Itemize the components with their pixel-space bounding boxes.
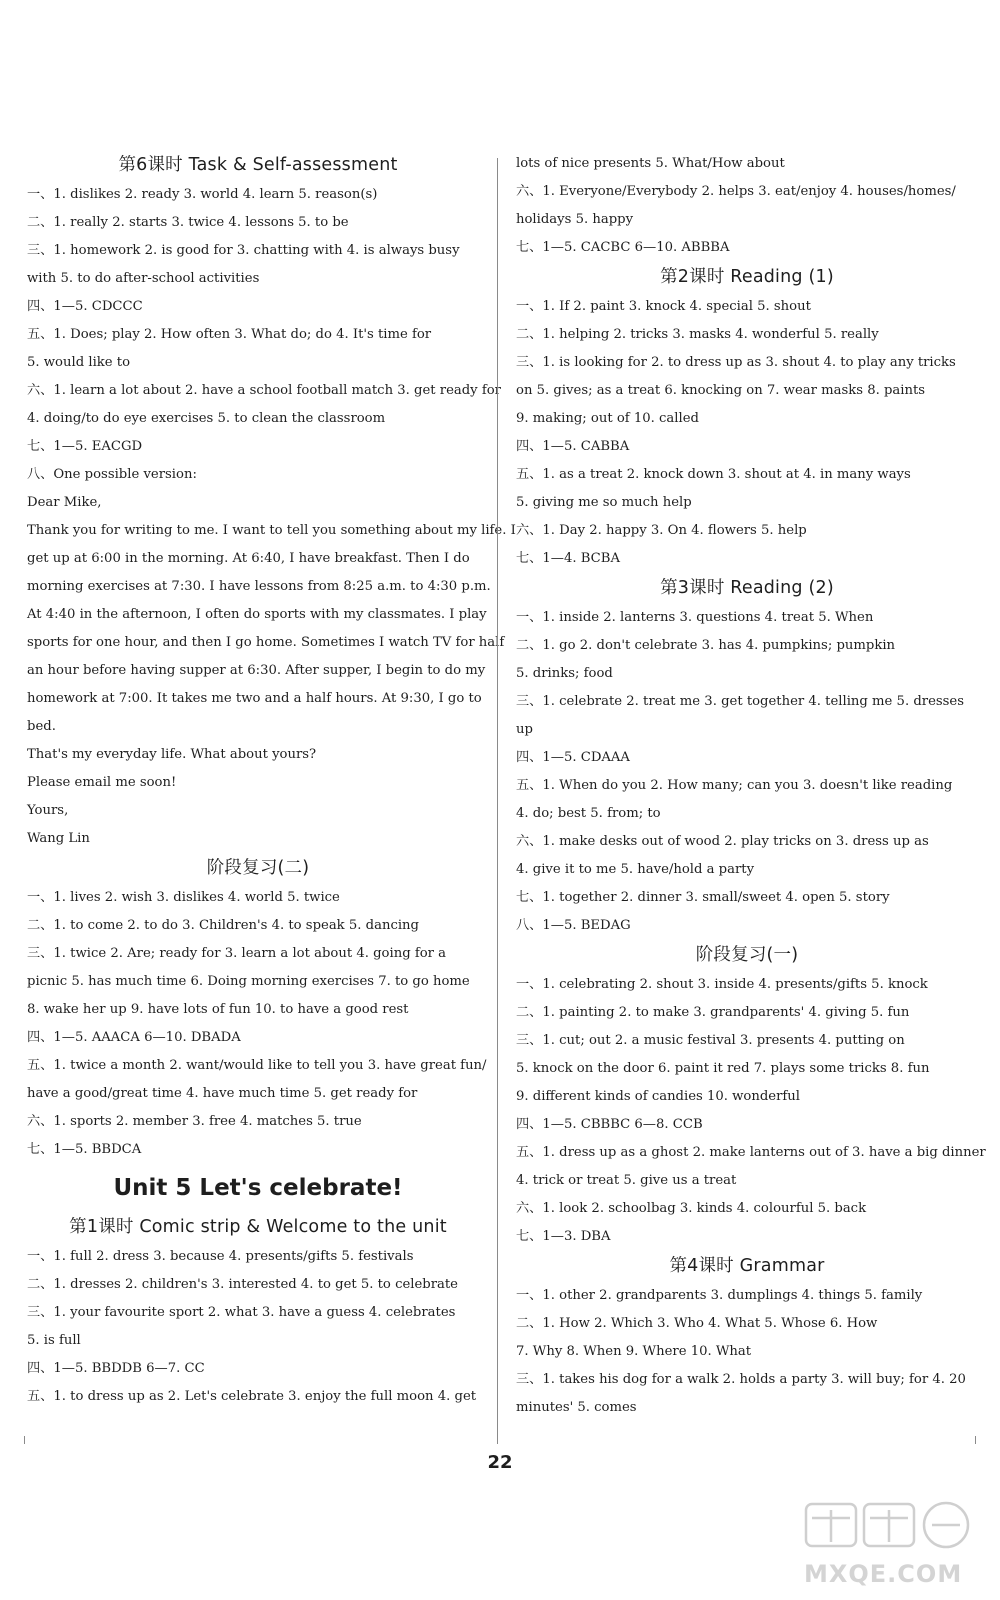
answer-line: holidays 5. happy (516, 212, 634, 227)
answer-line: Yours, (27, 803, 69, 818)
answer-line: 5. is full (27, 1333, 81, 1348)
answer-line: 六、1. sports 2. member 3. free 4. matches 5. true (27, 1114, 362, 1129)
answer-line: 一、1. full 2. dress 3. because 4. presents/gifts 5. festivals (27, 1249, 414, 1264)
answer-line: That's my everyday life. What about yours? (27, 747, 317, 762)
answer-line: Wang Lin (27, 831, 90, 846)
answer-line: sports for one hour, and then I go home. Sometimes I watch TV for half (27, 635, 505, 650)
section-heading: 第1课时 Comic strip & Welcome to the unit (69, 1217, 447, 1237)
answer-line: 5. drinks; food (516, 666, 613, 681)
answer-line: 二、1. really 2. starts 3. twice 4. lessons 5. to be (27, 215, 349, 230)
answer-line: 七、1—4. BCBA (516, 551, 620, 566)
answer-line: 5. would like to (27, 355, 131, 370)
answer-line: 4. trick or treat 5. give us a treat (516, 1173, 737, 1188)
answer-line: bed. (27, 719, 56, 734)
answer-line: get up at 6:00 in the morning. At 6:40, I have breakfast. Then I do (27, 551, 470, 566)
answer-line: Thank you for writing to me. I want to tell you something about my life. I (27, 523, 516, 538)
answer-line: 六、1. Day 2. happy 3. On 4. flowers 5. help (516, 523, 807, 538)
answer-line: with 5. to do after-school activities (27, 271, 260, 286)
answer-line: 八、1—5. BEDAG (516, 918, 631, 933)
answer-line: 5. giving me so much help (516, 495, 692, 510)
answer-line: Please email me soon! (27, 775, 177, 790)
column-divider (497, 158, 498, 1440)
answer-line: 一、1. If 2. paint 3. knock 4. special 5. shout (516, 299, 811, 314)
section-heading: 第3课时 Reading (2) (660, 578, 834, 598)
answer-line: 5. knock on the door 6. paint it red 7. plays some tricks 8. fun (516, 1061, 930, 1076)
answer-line: on 5. gives; as a treat 6. knocking on 7. wear masks 8. paints (516, 383, 926, 398)
answer-line: 三、1. takes his dog for a walk 2. holds a party 3. will buy; for 4. 20 (516, 1372, 966, 1387)
answer-line: 二、1. helping 2. tricks 3. masks 4. wonderful 5. really (516, 327, 879, 342)
answer-line: 四、1—5. CABBA (516, 439, 630, 454)
answer-line: 三、1. is looking for 2. to dress up as 3. shout 4. to play any tricks (516, 355, 956, 370)
answer-line: 二、1. painting 2. to make 3. grandparents' 4. giving 5. fun (516, 1005, 910, 1020)
answer-line: 四、1—5. CDAAA (516, 750, 630, 765)
answer-line: 六、1. look 2. schoolbag 3. kinds 4. colourful 5. back (516, 1201, 867, 1216)
answer-line: 一、1. dislikes 2. ready 3. world 4. learn 5. reason(s) (27, 187, 378, 202)
answer-line: 二、1. How 2. Which 3. Who 4. What 5. Whose 6. How (516, 1316, 878, 1331)
left-answer-column (27, 150, 516, 1411)
answer-line: 三、1. twice 2. Are; ready for 3. learn a lot about 4. going for a (27, 946, 447, 961)
section-heading: 阶段复习(一) (695, 945, 799, 965)
section-heading: 第4课时 Grammar (669, 1256, 825, 1276)
section-heading: 阶段复习(二) (206, 858, 310, 878)
unit-title: Unit 5 Let's celebrate! (113, 1175, 403, 1201)
answer-line: 一、1. celebrating 2. shout 3. inside 4. presents/gifts 5. knock (516, 977, 928, 992)
answer-line: morning exercises at 7:30. I have lessons from 8:25 a.m. to 4:30 p.m. (27, 579, 491, 594)
answer-line: 三、1. your favourite sport 2. what 3. have a guess 4. celebrates (27, 1305, 456, 1320)
answer-line: picnic 5. has much time 6. Doing morning exercises 7. to go home (27, 974, 470, 989)
answer-line: 七、1—5. BBDCA (27, 1142, 142, 1157)
answer-line: Dear Mike, (27, 495, 102, 510)
answer-line: 七、1—3. DBA (516, 1229, 611, 1244)
page-number: 22 (487, 1452, 513, 1473)
watermark-logo (800, 1498, 986, 1590)
answer-line: have a good/great time 4. have much time 5. get ready for (27, 1086, 418, 1101)
answer-line: 六、1. learn a lot about 2. have a school football match 3. get ready for (27, 383, 501, 398)
answer-line: 八、One possible version: (27, 467, 197, 482)
answer-line: 9. different kinds of candies 10. wonderful (516, 1089, 801, 1104)
answer-line: 4. give it to me 5. have/hold a party (516, 862, 755, 877)
answer-line: At 4:40 in the afternoon, I often do sports with my classmates. I play (27, 607, 487, 622)
answer-line: 三、1. homework 2. is good for 3. chatting with 4. is always busy (27, 243, 460, 258)
answer-line: 一、1. other 2. grandparents 3. dumplings 4. things 5. family (516, 1288, 923, 1303)
answer-line: 9. making; out of 10. called (516, 411, 699, 426)
answer-line: 五、1. twice a month 2. want/would like to tell you 3. have great fun/ (27, 1058, 487, 1073)
answer-line: 二、1. go 2. don't celebrate 3. has 4. pumpkins; pumpkin (516, 638, 896, 653)
answer-line: 四、1—5. CBBBC 6—8. CCB (516, 1117, 703, 1132)
crop-tick-center (497, 1436, 498, 1444)
section-heading: 第2课时 Reading (1) (660, 267, 834, 287)
answer-line: lots of nice presents 5. What/How about (516, 156, 785, 171)
answer-line: 4. doing/to do eye exercises 5. to clean the classroom (27, 411, 386, 426)
answer-line: 一、1. lives 2. wish 3. dislikes 4. world 5. twice (27, 890, 340, 905)
section-heading: 第6课时 Task & Self-assessment (118, 155, 398, 175)
answer-line: 五、1. When do you 2. How many; can you 3. doesn't like reading (516, 778, 953, 793)
answer-line: 三、1. celebrate 2. treat me 3. get together 4. telling me 5. dresses (516, 694, 964, 709)
answer-line: an hour before having supper at 6:30. After supper, I begin to do my (27, 663, 486, 678)
crop-tick-right (975, 1436, 976, 1444)
answer-line: 七、1—5. CACBC 6—10. ABBBA (516, 240, 730, 255)
answer-line: 六、1. Everyone/Everybody 2. helps 3. eat/enjoy 4. houses/homes/ (516, 184, 956, 199)
answer-line: 四、1—5. CDCCC (27, 299, 143, 314)
right-answer-column (516, 150, 986, 1422)
answer-line: 三、1. cut; out 2. a music festival 3. presents 4. putting on (516, 1033, 905, 1048)
answer-line: 一、1. inside 2. lanterns 3. questions 4. treat 5. When (516, 610, 874, 625)
answer-line: minutes' 5. comes (516, 1400, 637, 1415)
answer-line: 四、1—5. AAACA 6—10. DBADA (27, 1030, 241, 1045)
answer-line: 四、1—5. BBDDB 6—7. CC (27, 1361, 205, 1376)
answer-line: 六、1. make desks out of wood 2. play tricks on 3. dress up as (516, 834, 929, 849)
answer-line: 五、1. to dress up as 2. Let's celebrate 3. enjoy the full moon 4. get (27, 1389, 477, 1404)
answer-line: 二、1. dresses 2. children's 3. interested 4. to get 5. to celebrate (27, 1277, 458, 1292)
answer-line: 五、1. as a treat 2. knock down 3. shout at 4. in many ways (516, 467, 911, 482)
answer-line: homework at 7:00. It takes me two and a half hours. At 9:30, I go to (27, 691, 482, 706)
answer-line: 4. do; best 5. from; to (516, 806, 661, 821)
answer-line: 五、1. Does; play 2. How often 3. What do; do 4. It's time for (27, 327, 432, 342)
answer-line: 七、1—5. EACGD (27, 439, 143, 454)
svg-text:MXQE.COM: MXQE.COM (804, 1560, 963, 1588)
answer-line: 7. Why 8. When 9. Where 10. What (516, 1344, 752, 1359)
answer-line: 8. wake her up 9. have lots of fun 10. to have a good rest (27, 1002, 409, 1017)
answer-line: up (516, 722, 533, 737)
answer-line: 七、1. together 2. dinner 3. small/sweet 4. open 5. story (516, 890, 890, 905)
answer-line: 五、1. dress up as a ghost 2. make lanterns out of 3. have a big dinner (516, 1145, 986, 1160)
answer-line: 二、1. to come 2. to do 3. Children's 4. to speak 5. dancing (27, 918, 419, 933)
crop-tick-left (24, 1436, 25, 1444)
